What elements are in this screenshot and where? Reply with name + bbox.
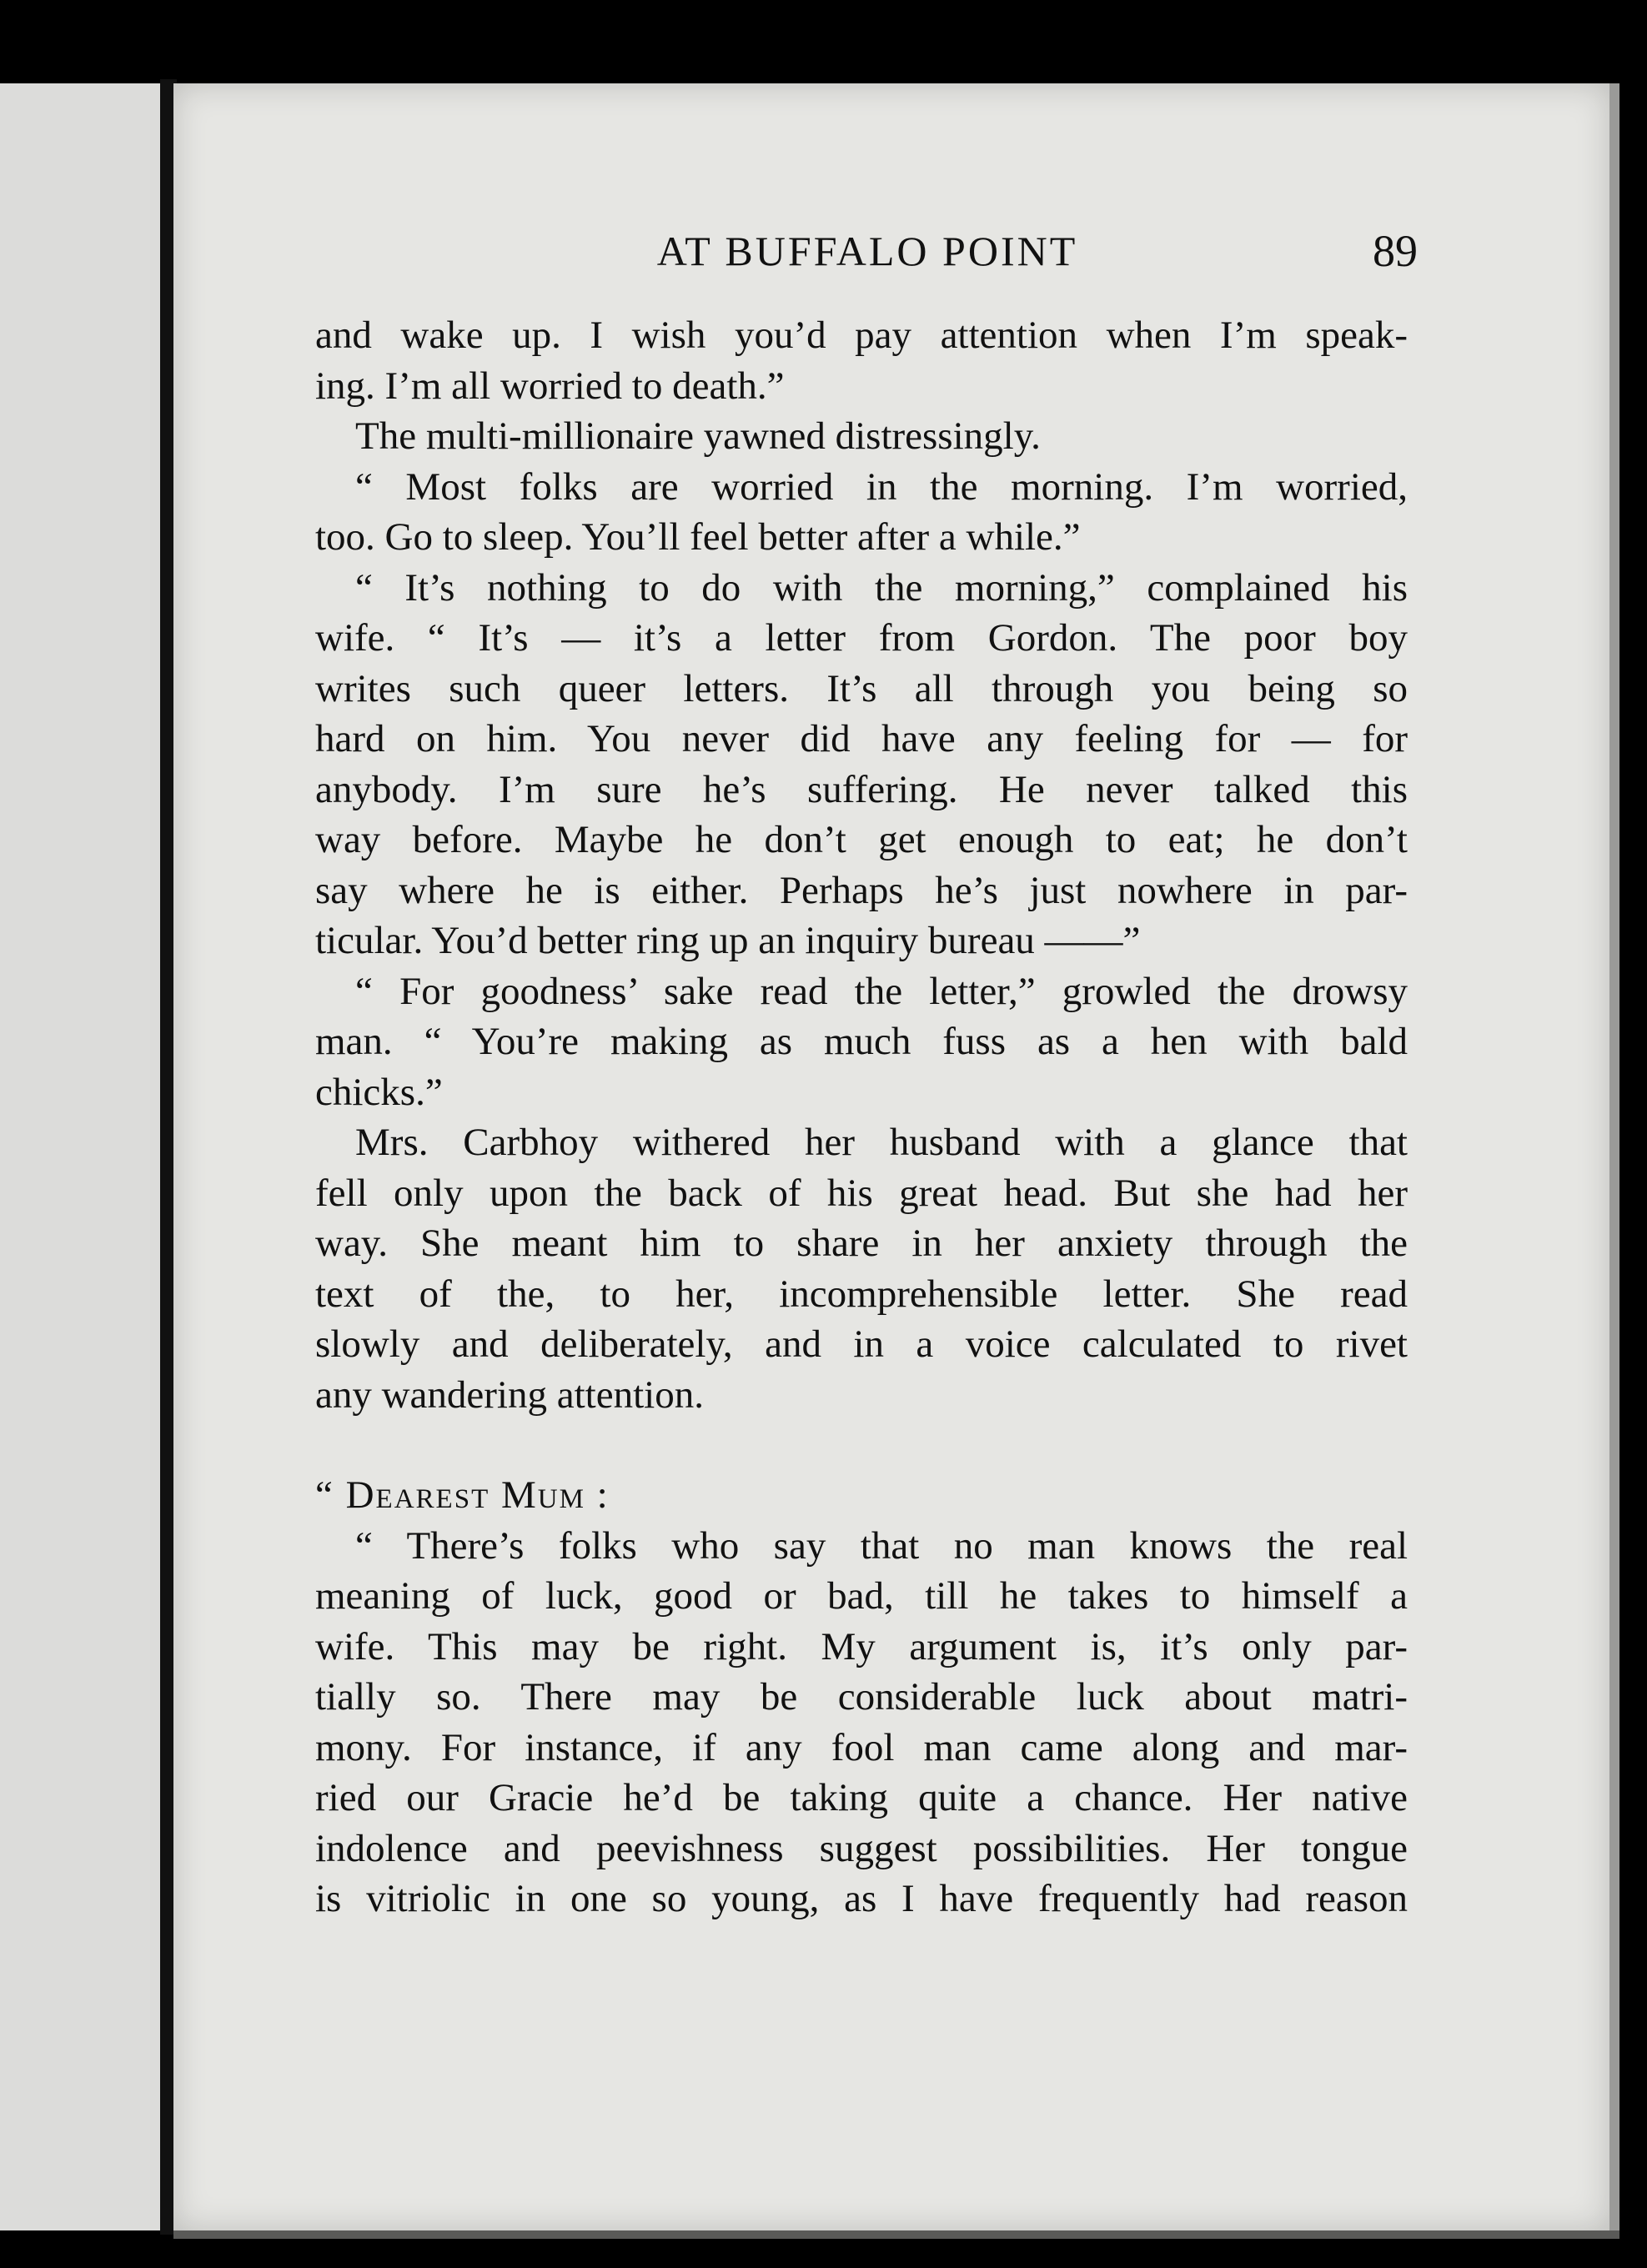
text-line: “ For goodness’ sake read the letter,” growled the drowsy [355,969,1408,1013]
text-line: ing. I’m all worried to death.” [315,364,785,408]
text-line: man. “ You’re making as much fuss as a hen with bald [315,1020,1408,1063]
text-line: meaning of luck, good or bad, till he takes to himself a [315,1574,1408,1618]
page-edge-bottom [173,2230,1619,2239]
text-line: mony. For instance, if any fool man came along and mar- [315,1725,1408,1769]
text-line: too. Go to sleep. You’ll feel better after a while.” [315,515,1081,559]
text-line: any wandering attention. [315,1372,704,1417]
text-line: “ Most folks are worried in the morning. I’m worried, [355,464,1408,509]
running-head [317,218,1418,285]
text-line: is vitriolic in one so young, as I have frequently had reason [315,1877,1408,1920]
page-edge-right [1609,83,1619,2230]
text-line: indolence and peevishness suggest possibilities. Her tongue [315,1826,1408,1870]
text-line: wife. “ It’s — it’s a letter from Gordon. The poor boy [315,616,1408,660]
text-line: The multi-millionaire yawned distressingly. [355,414,1041,458]
running-title: AT BUFFALO POINT [656,228,1078,274]
text-line: hard on him. You never did have any feeling for — for [315,717,1408,760]
letter-salutation: “ Dearest Mum : [315,1473,610,1517]
text-line: “ There’s folks who say that no man knows the real [355,1523,1408,1568]
section-gap [315,1420,1408,1470]
text-line: “ It’s nothing to do with the morning,” complained his [355,565,1408,610]
text-line: ried our Gracie he’d be taking quite a chance. Her native [315,1776,1408,1819]
text-line: writes such queer letters. It’s all through you being so [315,666,1408,710]
body-text [315,310,1408,1924]
page-number: 89 [1373,226,1418,276]
text-line: way. She meant him to share in her anxiety through the [315,1222,1408,1265]
text-line: say where he is either. Perhaps he’s just nowhere in par- [315,868,1408,912]
text-line: wife. This may be right. My argument is, it’s only par- [315,1624,1408,1668]
text-line: text of the, to her, incomprehensible letter. She read [315,1272,1408,1316]
text-line: chicks.” [315,1070,443,1114]
text-line: and wake up. I wish you’d pay attention when I’m speak- [315,314,1408,357]
text-line: slowly and deliberately, and in a voice calculated to rivet [315,1322,1408,1366]
text-line: ticular. You’d better ring up an inquiry bureau ——” [315,919,1141,962]
text-line: tially so. There may be considerable luck about matri- [315,1675,1408,1719]
text-line: anybody. I’m sure he’s suffering. He never talked this [315,767,1408,811]
facing-page-margin [0,83,173,2230]
text-line: way before. Maybe he don’t get enough to eat; he don’t [315,818,1408,861]
text-line: fell only upon the back of his great head. But she had her [315,1171,1408,1215]
text-line: Mrs. Carbhoy withered her husband with a glance that [355,1121,1408,1164]
